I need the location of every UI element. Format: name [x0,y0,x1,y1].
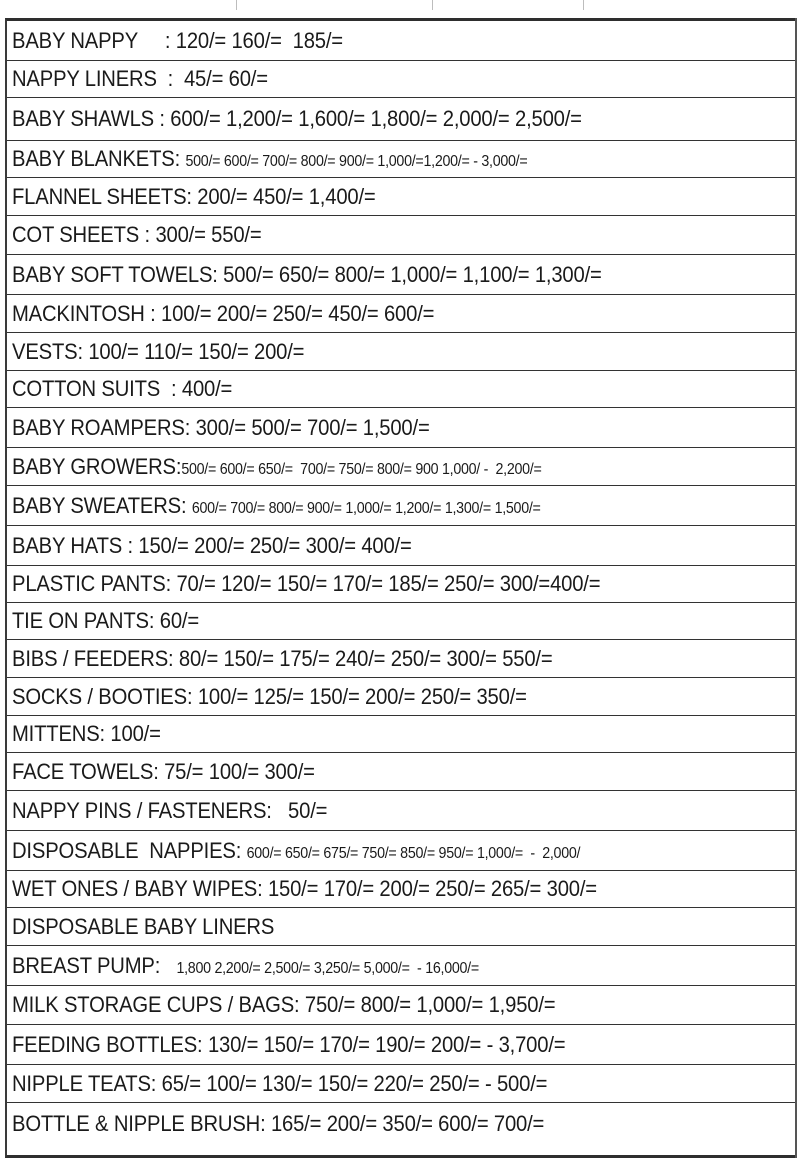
price-line [12,184,376,210]
item-prices: 100/= [110,721,161,746]
price-row [7,371,795,408]
item-name: BIBS / FEEDERS: [12,645,179,671]
item-name: TIE ON PANTS: [12,608,160,633]
item-prices: 600/= 700/= 800/= 900/= 1,000/= 1,200/= 1,300/= 1,500/= [191,499,541,517]
item-prices: 130/= 150/= 170/= 190/= 200/= - 3,700/= [207,1031,566,1057]
scan-mark [236,0,237,10]
scan-mark [583,0,584,10]
price-row [7,61,795,98]
item-prices: 100/= 110/= 150/= 200/= [88,338,305,364]
item-name: FLANNEL SHEETS: [12,183,198,209]
price-line [12,262,602,288]
price-line [12,415,430,441]
price-row [7,98,795,141]
price-row [7,716,795,753]
scan-mark [432,0,433,10]
price-line [12,876,597,902]
item-prices: 500/= 600/= 700/= 800/= 900/= 1,000/=1,200/= - 3,000/= [185,153,528,170]
item-prices: 300/= 550/= [155,222,262,247]
price-row [7,831,795,871]
item-prices: 120/= 160/= 185/= [175,27,343,53]
price-row [7,640,795,678]
scan-margin-marks [0,0,800,14]
price-row [7,333,795,371]
item-name: PLASTIC PANTS: [12,571,177,596]
price-row [7,1065,795,1103]
price-line [12,376,232,402]
price-line [12,759,315,785]
item-name: MITTENS: [12,721,111,746]
item-prices: 750/= 800/= 1,000/= 1,950/= [304,992,556,1017]
price-line [12,992,555,1018]
item-prices: 65/= 100/= 130/= 150/= 220/= 250/= - 500/= [161,1070,548,1096]
price-list-table [5,18,795,1158]
item-prices: 45/= 60/= [183,66,268,91]
price-line [12,301,434,327]
item-prices: 165/= 200/= 350/= 600/= 700/= [270,1111,545,1136]
item-name: MILK STORAGE CUPS / BAGS: [12,992,305,1017]
item-prices: 100/= 125/= 150/= 200/= 250/= 350/= [197,683,527,709]
price-row [7,678,795,716]
item-name: BABY ROAMPERS: [12,414,196,440]
item-name: NAPPY PINS / FASTENERS: [12,797,289,823]
item-prices: 150/= 200/= 250/= 300/= 400/= [138,532,412,558]
item-prices: 150/= 170/= 200/= 250/= 265/= 300/= [267,876,597,901]
item-name: BABY GROWERS: [12,453,182,479]
price-line [12,28,343,54]
price-line [12,608,199,634]
price-line [12,1111,544,1137]
table-right-border [795,18,797,1158]
price-row [7,566,795,603]
price-line [12,66,268,92]
price-line [12,914,274,940]
price-row [7,486,795,526]
price-row [7,871,795,908]
item-name: VESTS: [12,338,89,364]
price-row [7,986,795,1025]
price-line [12,222,261,248]
price-line [12,106,582,132]
price-line [12,721,161,747]
item-prices: 70/= 120/= 150/= 170/= 185/= 250/= 300/=400/= [176,571,601,596]
price-line [12,146,527,172]
price-line [12,646,553,672]
item-prices: 50/= [288,797,328,823]
item-prices: 200/= 450/= 1,400/= [197,183,376,209]
price-row [7,216,795,255]
item-name: COTTON SUITS : [12,376,182,401]
price-row [7,946,795,986]
item-name: BOTTLE & NIPPLE BRUSH: [12,1111,271,1136]
price-row [7,448,795,486]
item-name: BREAST PUMP: [12,952,177,978]
item-name: NIPPLE TEATS: [12,1070,162,1096]
price-row [7,178,795,216]
price-row [7,1103,795,1158]
item-name: COT SHEETS : [12,222,156,247]
price-line [12,339,304,365]
item-name: BABY SOFT TOWELS: [12,261,224,287]
item-name: NAPPY LINERS : [12,66,184,91]
price-row [7,753,795,791]
item-prices: 600/= 1,200/= 1,600/= 1,800/= 2,000/= 2,500/= [170,106,582,131]
item-name: MACKINTOSH : [12,300,162,326]
item-prices: 1,800 2,200/= 2,500/= 3,250/= 5,000/= - 16,000/= [176,959,479,977]
price-line [12,838,580,864]
price-line [12,454,542,480]
item-name: BABY HATS : [12,532,139,558]
price-row [7,791,795,831]
price-line [12,684,527,710]
item-name: WET ONES / BABY WIPES: [12,876,268,901]
price-line [12,533,412,559]
price-line [12,953,479,979]
item-name: FEEDING BOTTLES: [12,1031,208,1057]
item-name: BABY SWEATERS: [12,492,192,518]
price-line [12,1071,547,1097]
item-name: DISPOSABLE NAPPIES: [12,837,247,863]
item-prices: 500/= 650/= 800/= 1,000/= 1,100/= 1,300/= [223,261,602,287]
item-name: DISPOSABLE BABY LINERS [12,913,275,939]
price-line [12,493,541,519]
item-prices: 80/= 150/= 175/= 240/= 250/= 300/= 550/= [178,645,553,671]
item-prices: 75/= 100/= 300/= [164,758,315,784]
item-prices: 400/= [181,376,233,401]
item-prices: 100/= 200/= 250/= 450/= 600/= [161,300,435,326]
item-name: FACE TOWELS: [12,758,165,784]
item-prices: 60/= [159,608,199,633]
price-row [7,908,795,946]
price-line [12,798,327,824]
price-row [7,526,795,566]
price-row [7,295,795,333]
price-row [7,141,795,178]
item-name: BABY SHAWLS : [12,106,171,131]
item-prices: 600/= 650/= 675/= 750/= 850/= 950/= 1,000/= - 2,000/ [246,844,581,862]
price-row [7,21,795,61]
price-row [7,603,795,640]
item-name: BABY BLANKETS: [12,146,186,171]
price-line [12,571,600,597]
price-row [7,255,795,295]
price-row [7,408,795,448]
item-name: SOCKS / BOOTIES: [12,683,198,709]
item-name: BABY NAPPY : [12,27,176,53]
item-prices: 500/= 600/= 650/= 700/= 750/= 800/= 900 1,000/ - 2,200/= [181,460,542,478]
item-prices: 300/= 500/= 700/= 1,500/= [195,414,430,440]
price-row [7,1025,795,1065]
price-line [12,1032,565,1058]
